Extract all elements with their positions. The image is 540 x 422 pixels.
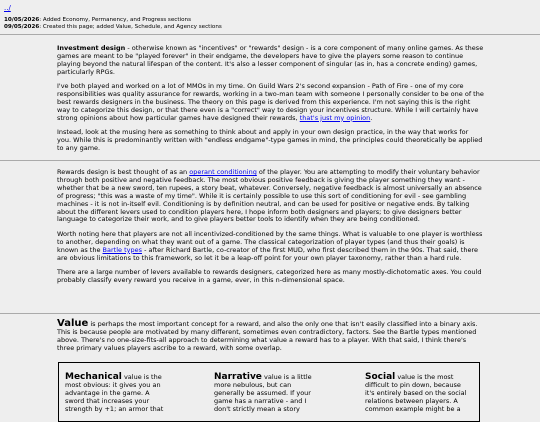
opinion-link[interactable]: that's just my opinion bbox=[299, 113, 371, 122]
value-types-box bbox=[58, 362, 480, 422]
intro-term: Investment design bbox=[57, 44, 126, 52]
parent-directory-link[interactable]: ../ bbox=[4, 4, 11, 12]
changelog-date: 10/05/2026 bbox=[4, 17, 40, 23]
card-text: value is the most obvious: it gives you an advantage in the game. A sword that increases your strength by +1; an armor that bbox=[65, 373, 164, 413]
changelog-entry bbox=[4, 24, 222, 31]
breadcrumb bbox=[4, 4, 11, 12]
divider bbox=[0, 313, 540, 314]
divider bbox=[0, 160, 540, 161]
theory-paragraph bbox=[57, 231, 484, 263]
value-heading: Value bbox=[57, 318, 89, 329]
intro-text: I've both played and worked on a lot of MMOs in my time. On Guild Wars 2's second expansion - Path of Fire - one of my core responsibilities was quality assurance for rewards, working in a two-man team with someone I personally consider to be one of the best rewards designers in the business. The theory on this page is derived from this experience. I'm not saying this is the right way to categorize this design, or that there even is a "correct" way to design your incentives structure. While I will certainly have strong opinions about how particular games have designed their rewards, bbox=[57, 82, 484, 122]
intro-paragraph: Instead, look at the musing here as something to think about and apply in your own design practice, in the way that works for you. While this is predominantly written with "endless endgame"-type games in mind, the principles could theoretically be applied to any game. bbox=[57, 128, 483, 152]
changelog-text: : Added Economy, Permanency, and Progress sections bbox=[39, 17, 191, 23]
value-section bbox=[57, 320, 484, 359]
card-text: value is a little more nebulous, but can generally be assumed. If your game has a narrative - and I don't strictly mean a story bbox=[214, 373, 312, 413]
value-card-mechanical bbox=[65, 374, 167, 414]
theory-text: of the player. You are attempting to modify their voluntary behavior through both positive and negative feedback. The most obvious positive feedback is giving the player something they want - whether that be a new sword, ten rupees, a story beat, whatever. Conversely, negative feedback is almost universally an absence of progress; "this was a waste of my time". While it is certainly possible to use this sort of conditioning for evil - see gambling machines - it is not in-itself evil. Conditioning is by definition neutral, and can be used for positive or negative ends. By talking about the different levers used to condition players here, I hope inform both designers and players; to give designers better language to categorize their work, and to give players better tools to identify when they are being conditioned. bbox=[57, 168, 482, 224]
value-card-social bbox=[365, 374, 467, 414]
operant-conditioning-link[interactable]: operant conditioning bbox=[189, 168, 257, 176]
changelog-text: : Created this page; added Value, Schedule, and Agency sections bbox=[39, 24, 222, 30]
value-card-narrative bbox=[214, 374, 316, 414]
card-title: Mechanical bbox=[65, 372, 122, 382]
theory-text: Worth noting here that players are not all incentivized-conditioned by the same things. What is valuable to one player is worthless to another, depending on what they want out of a game. The classical categorization of player types (and thus their goals) is known as the bbox=[57, 229, 483, 254]
value-text: is perhaps the most important concept for a reward, and also the only one that isn't easily classified into a binary axis. This is because people are motivated by many different, sometimes even contradictory, factors. See the Bartle types mentioned above. There's no one-size-fits-all approach to determining what value a reward has to a player. With that said, I think there's three primary values players ascribe to a reward, with some overlap. bbox=[57, 320, 478, 352]
theory-text: - after Richard Bartle, co-creator of the first MUD, who first described them in the 90s. That said, there are obvious limitations to this framework, so let it be a leap-off point for your own player taxonomy, rather than a hard rule. bbox=[57, 245, 478, 262]
theory-section bbox=[57, 169, 484, 291]
intro-text: - otherwise known as "incentives" or "rewards" design - is a core component of many online games. As these games are meant to be "played forever" in their endgame, the developers have to give the players some reason to continue playing beyond the natural lifespan of the content. It's also a lesser component of singular (as in, has a concrete ending) games, particularly RPGs. bbox=[57, 44, 484, 76]
card-text: value is the most difficult to pin down, because it's entirely based on the social relations between players. A common example might be a bbox=[365, 373, 467, 413]
theory-paragraph bbox=[57, 169, 484, 224]
changelog-entry bbox=[4, 17, 222, 24]
intro-text: . bbox=[370, 113, 373, 122]
changelog-date: 09/05/2026 bbox=[4, 24, 40, 30]
changelog bbox=[4, 17, 222, 31]
intro-paragraph bbox=[57, 83, 484, 123]
theory-paragraph: There are a large number of levers available to rewards designers, categorized here as many mostly-dichotomatic axes. You could probably classify every reward you receive in a game, ever, in this n-dimensional space. bbox=[57, 267, 482, 284]
divider bbox=[0, 34, 540, 35]
card-title: Narrative bbox=[214, 372, 262, 382]
card-title: Social bbox=[365, 372, 396, 382]
bartle-types-link[interactable]: Bartle types bbox=[102, 245, 142, 254]
value-paragraph bbox=[57, 320, 484, 353]
theory-text: Rewards design is best thought of as an bbox=[57, 168, 190, 176]
intro-paragraph bbox=[57, 45, 484, 77]
intro-section bbox=[57, 45, 484, 159]
